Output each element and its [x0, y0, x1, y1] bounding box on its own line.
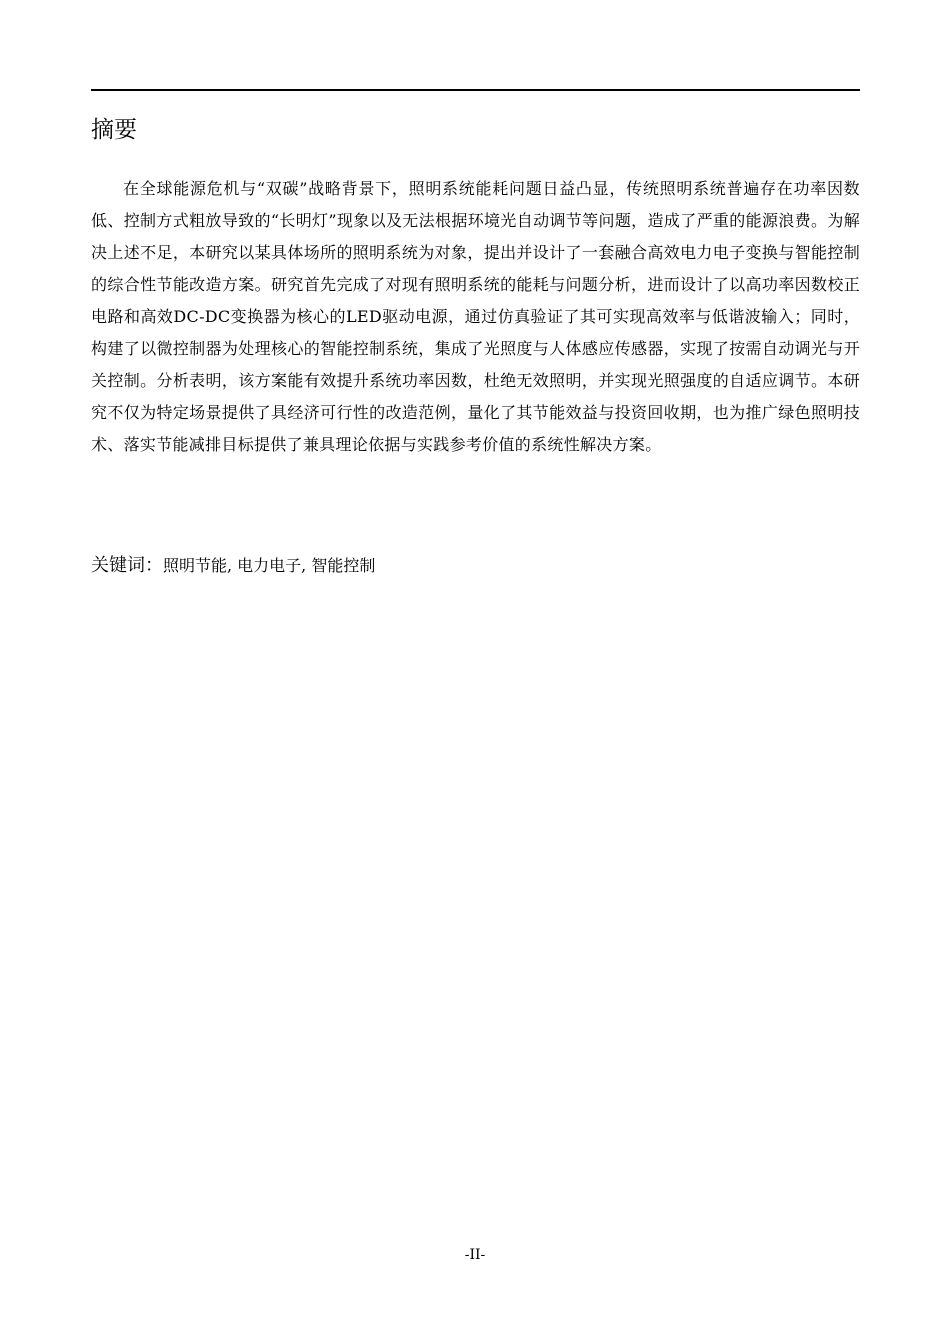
abstract-paragraph: 在全球能源危机与“双碳”战略背景下，照明系统能耗问题日益凸显，传统照明系统普遍存在功率因数低、控制方式粗放导致的“长明灯”现象以及无法根据环境光自动调节等问题，造成了严重的能源浪费。为解决上述不足，本研究以某具体场所的照明系统为对象，提出并设计了一套融合高效电力电子变换与智能控制的综合性节能改造方案。研究首先完成了对现有照明系统的能耗与问题分析，进而设计了以高功率因数校正电路和高效DC-DC变换器为核心的LED驱动电源，通过仿真验证了其可实现高效率与低谐波输入；同时，构建了以微控制器为处理核心的智能控制系统，集成了光照度与人体感应传感器，实现了按需自动调光与开关控制。分析表明，该方案能有效提升系统功率因数，杜绝无效照明，并实现光照强度的自适应调节。本研究不仅为特定场景提供了具经济可行性的改造范例，量化了其节能效益与投资回收期，也为推广绿色照明技术、落实节能减排目标提供了兼具理论依据与实践参考价值的系统性解决方案。 [91, 179, 860, 454]
keywords-line [91, 551, 375, 581]
section-heading: 摘要 [91, 117, 137, 143]
header-rule [91, 89, 860, 91]
keywords-value: 照明节能, 电力电子, 智能控制 [163, 556, 376, 575]
keywords-label: 关键词： [91, 555, 163, 576]
page-number: -II- [464, 1247, 486, 1263]
